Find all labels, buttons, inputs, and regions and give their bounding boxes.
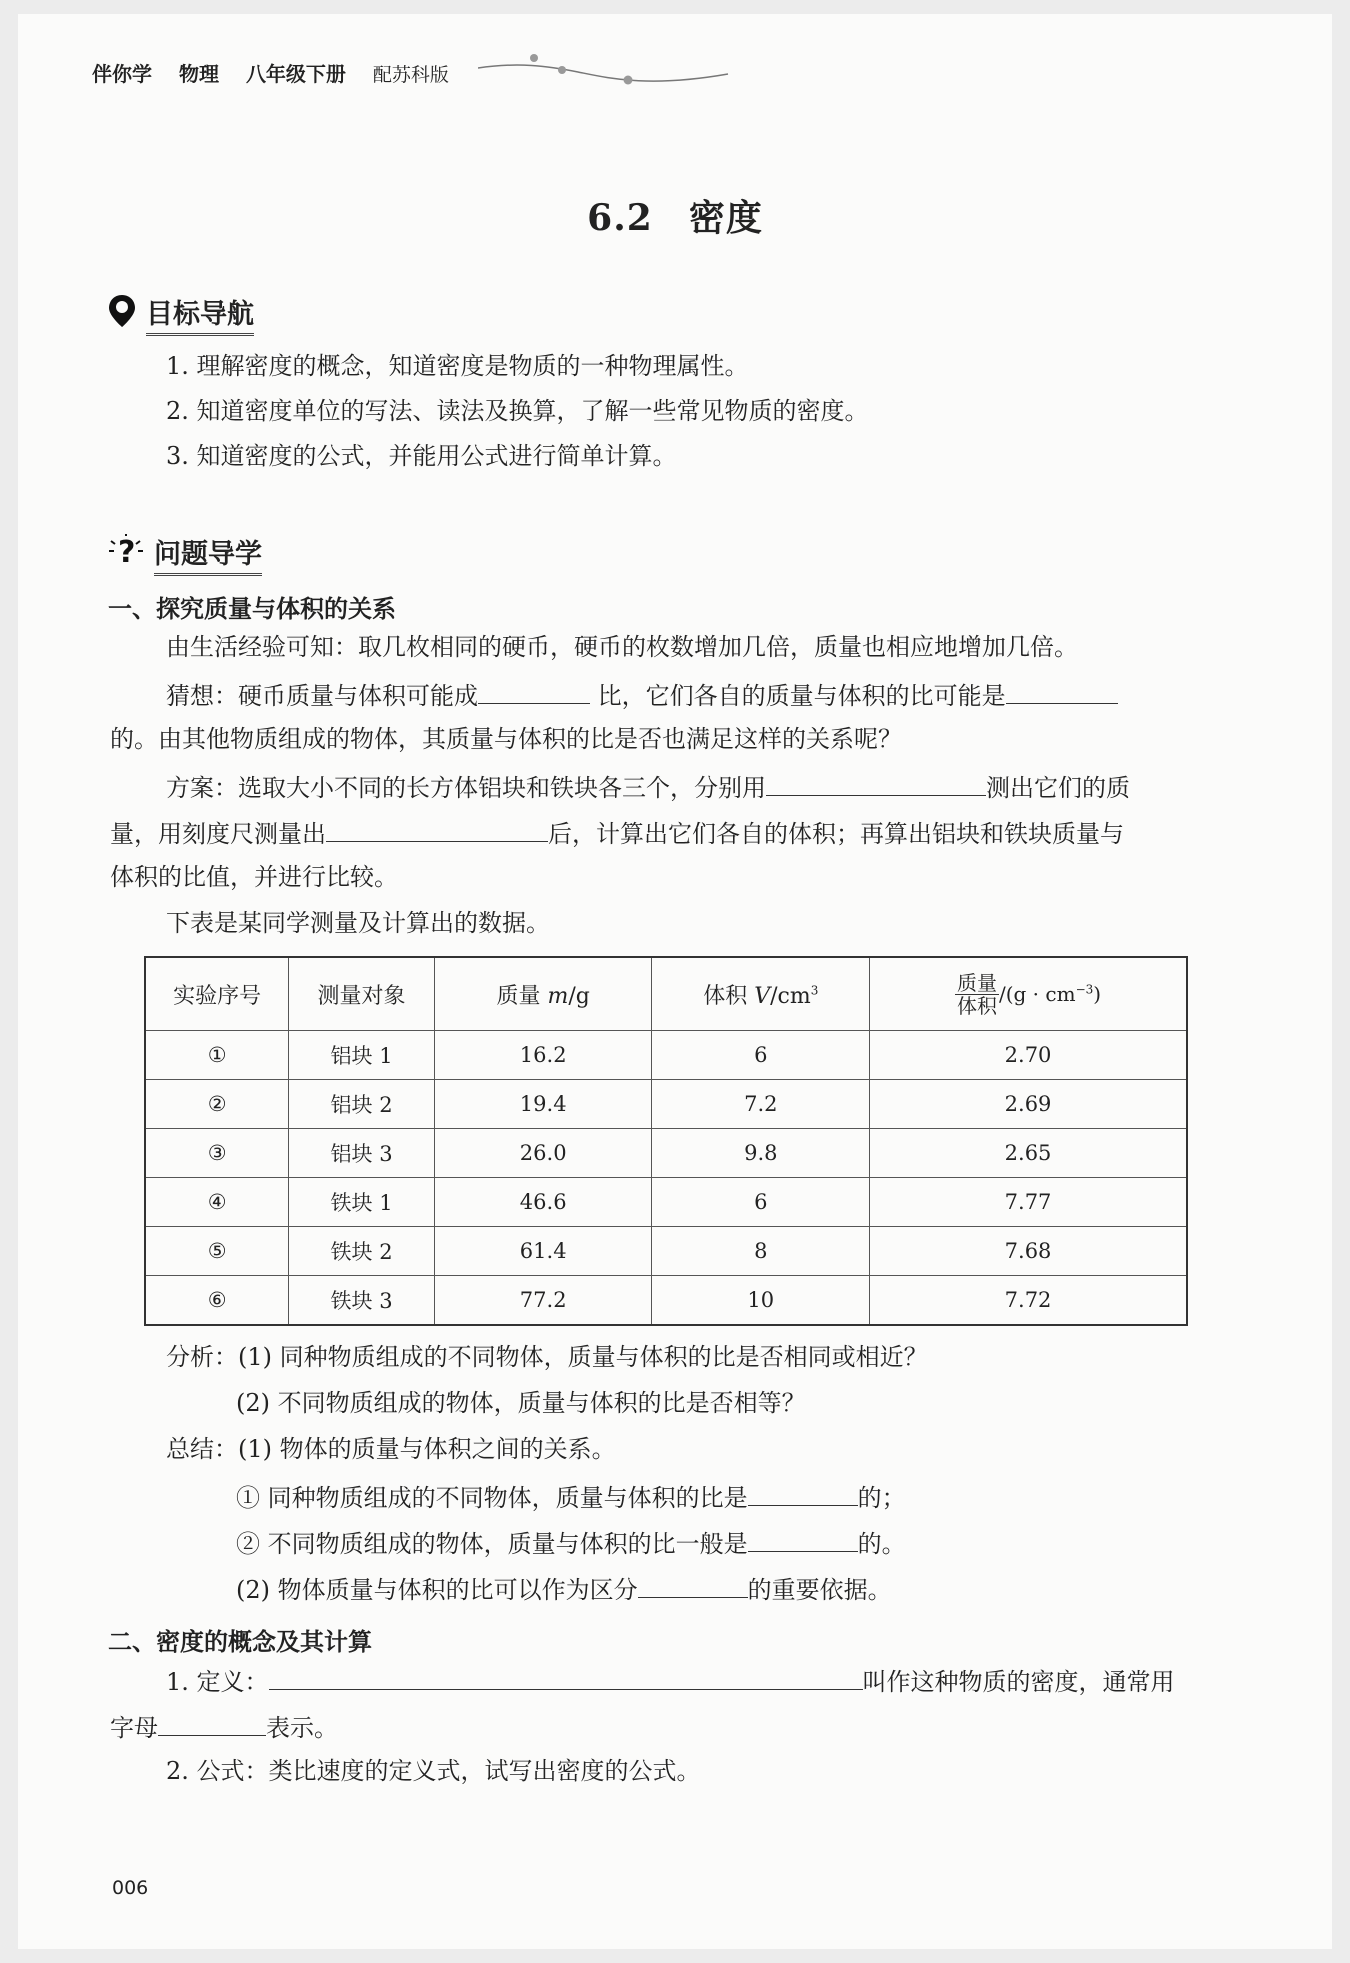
header-grade: 八年级下册 — [245, 62, 346, 86]
page-title — [0, 190, 1350, 241]
header-book: 伴你学 — [92, 62, 152, 86]
blank-7[interactable] — [638, 1575, 748, 1598]
fraction-mass-over-volume: $\frac{\text{质量}}{\text{体积}}$ — [956, 970, 997, 1018]
table-row: ① 铝块 1 16.2 6 2.70 — [145, 1031, 1187, 1080]
question-bulb-icon — [108, 533, 144, 576]
section-title: 密度 — [688, 197, 763, 239]
section-number: 6.2 — [587, 197, 653, 239]
goal-item: 1. 理解密度的概念，知道密度是物质的一种物理属性。 — [166, 352, 749, 380]
blank-9[interactable] — [158, 1713, 266, 1736]
summary-2: ① 同种物质组成的不同物体，质量与体积的比是 的； — [236, 1484, 906, 1512]
part2-heading: 二、密度的概念及其计算 — [108, 1628, 372, 1656]
page-number: 006 — [112, 1877, 149, 1899]
table-row: ③ 铝块 3 26.0 9.8 2.65 — [145, 1129, 1187, 1178]
summary-1: 总结：(1) 物体的质量与体积之间的关系。 — [166, 1435, 616, 1463]
paragraph-table-intro: 下表是某同学测量及计算出的数据。 — [166, 909, 550, 937]
blank-5[interactable] — [748, 1483, 858, 1506]
goals-heading: 目标导航 — [108, 292, 254, 336]
table-row: ④ 铁块 1 46.6 6 7.77 — [145, 1178, 1187, 1227]
table-row: ② 铝块 2 19.4 7.2 2.69 — [145, 1080, 1187, 1129]
table-row: ⑤ 铁块 2 61.4 8 7.68 — [145, 1227, 1187, 1276]
blank-6[interactable] — [748, 1529, 858, 1552]
questions-heading: ? 问题导学 — [108, 532, 262, 576]
location-pin-icon — [108, 294, 136, 335]
analysis-1: 分析：(1) 同种物质组成的不同物体，质量与体积的比是否相同或相近？ — [166, 1343, 928, 1371]
summary-3: ② 不同物质组成的物体，质量与体积的比一般是 的。 — [236, 1530, 906, 1558]
goal-item: 2. 知道密度单位的写法、读法及换算，了解一些常见物质的密度。 — [166, 397, 869, 425]
analysis-2: (2) 不同物质组成的物体，质量与体积的比是否相等？ — [236, 1389, 806, 1417]
paragraph-hypothesis-cont: 的。由其他物质组成的物体，其质量与体积的比是否也满足这样的关系呢？ — [110, 725, 902, 753]
definition-line: 1. 定义： 叫作这种物质的密度，通常用 — [166, 1668, 1175, 1696]
goal-item: 3. 知道密度的公式，并能用公式进行简单计算。 — [166, 442, 677, 470]
blank-8[interactable] — [269, 1667, 863, 1690]
header-subject: 物理 — [178, 62, 219, 86]
paragraph-plan-cont: 量，用刻度尺测量出 后，计算出它们各自的体积；再算出铝块和铁块质量与 — [110, 820, 1124, 848]
header-edition: 配苏科版 — [372, 64, 449, 86]
part1-heading: 一、探究质量与体积的关系 — [108, 595, 396, 623]
table-header-row — [145, 957, 1187, 1031]
svg-text:?: ? — [118, 534, 136, 569]
paragraph-plan-end: 体积的比值，并进行比较。 — [110, 863, 398, 891]
table-row: ⑥ 铁块 3 77.2 10 7.72 — [145, 1276, 1187, 1326]
blank-3[interactable] — [766, 773, 986, 796]
header-mass: 质量 m/g — [434, 957, 652, 1031]
header-decoration — [478, 48, 738, 98]
header-volume: 体积 $V/cm^3$ — [652, 957, 870, 1031]
paragraph-plan: 方案：选取大小不同的长方体铝块和铁块各三个，分别用 测出它们的质 — [166, 774, 1130, 802]
formula-line: 2. 公式：类比速度的定义式，试写出密度的公式。 — [166, 1757, 701, 1785]
header-trial-no: 实验序号 — [145, 957, 289, 1031]
blank-2[interactable] — [1006, 681, 1118, 704]
data-table — [144, 956, 1188, 1326]
paragraph-hypothesis: 猜想：硬币质量与体积可能成 比，它们各自的质量与体积的比可能是 — [166, 681, 1118, 708]
header-object: 测量对象 — [289, 957, 435, 1031]
header-ratio: $\frac{\text{质量}}{\text{体积}}$ $/(g \cdot cm^{-3})$ — [870, 957, 1187, 1031]
blank-1[interactable] — [478, 681, 590, 704]
blank-4[interactable] — [326, 819, 548, 842]
paragraph-experience: 由生活经验可知：取几枚相同的硬币，硬币的枚数增加几倍，质量也相应地增加几倍。 — [166, 633, 1078, 661]
summary-4: (2) 物体质量与体积的比可以作为区分 的重要依据。 — [236, 1576, 892, 1604]
definition-line-cont: 字母 表示。 — [110, 1714, 338, 1742]
running-header — [92, 58, 469, 87]
